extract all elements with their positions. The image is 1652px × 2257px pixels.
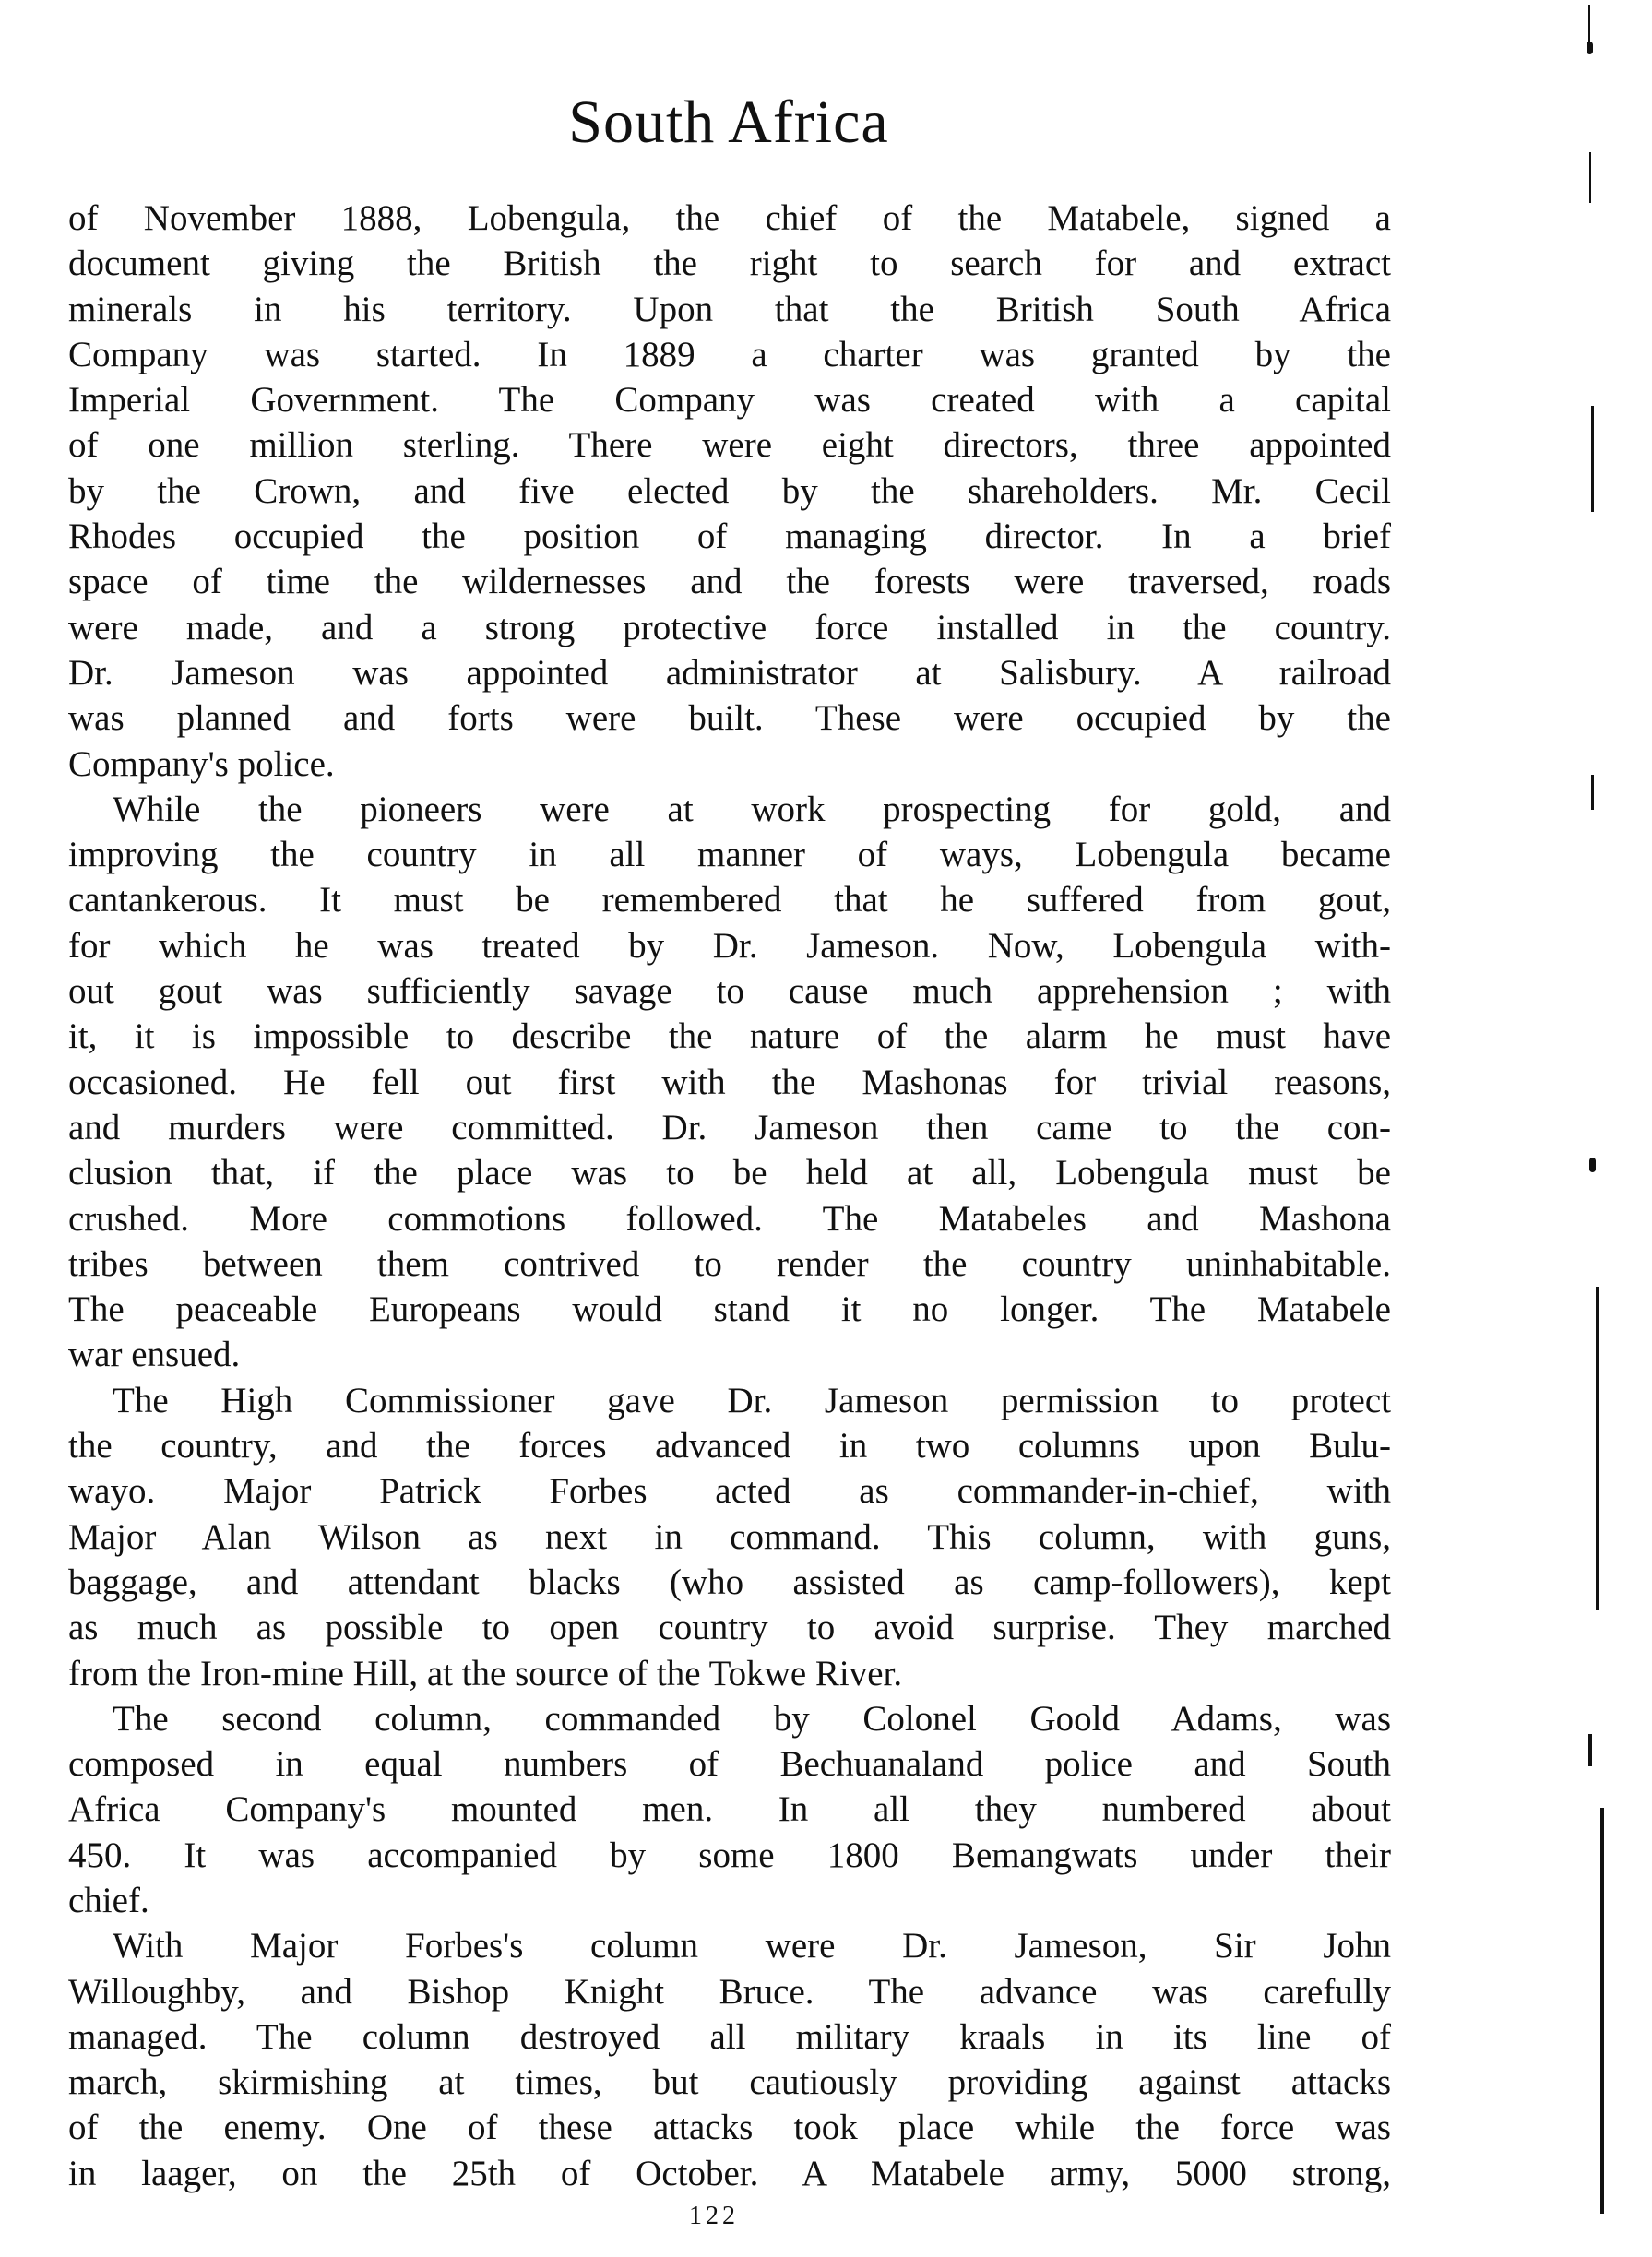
- scan-edge-dot: [1587, 42, 1593, 54]
- scan-edge-mark: [1596, 1287, 1599, 1610]
- page-number: 122: [689, 2202, 739, 2230]
- page-title: South Africa: [568, 89, 889, 156]
- text-line: it, it is impossible to describe the nature of the alarm he must have: [68, 1016, 1391, 1057]
- text-line: clusion that, if the place was to be held at all, Lobengula must be: [68, 1153, 1391, 1194]
- text-line: minerals in his territory. Upon that the British South Africa: [68, 289, 1391, 329]
- text-line: were made, and a strong protective force installed in the country.: [68, 607, 1391, 647]
- scan-edge-mark: [1591, 775, 1594, 810]
- text-line: improving the country in all manner of ways, Lobengula became: [68, 835, 1391, 875]
- text-line: and murders were committed. Dr. Jameson then came to the con-: [68, 1107, 1391, 1147]
- text-line: for which he was treated by Dr. Jameson. Now, Lobengula with-: [68, 925, 1391, 966]
- text-line: document giving the British the right to search for and extract: [68, 244, 1391, 284]
- scan-edge-mark: [1588, 5, 1590, 42]
- text-line: war ensued.: [68, 1335, 241, 1375]
- text-line: of one million sterling. There were eight directors, three appointed: [68, 425, 1391, 466]
- text-line: baggage, and attendant blacks (who assisted as camp-followers), kept: [68, 1562, 1391, 1602]
- text-line: 450. It was accompanied by some 1800 Bemangwats under their: [68, 1835, 1391, 1875]
- text-line: Imperial Government. The Company was created with a capital: [68, 380, 1391, 421]
- text-line: cantankerous. It must be remembered that he suffered from gout,: [68, 880, 1391, 921]
- text-line: in laager, on the 25th of October. A Matabele army, 5000 strong,: [68, 2153, 1391, 2193]
- text-line: managed. The column destroyed all military kraals in its line of: [68, 2016, 1391, 2057]
- text-line: wayo. Major Patrick Forbes acted as commander-in-chief, with: [68, 1471, 1391, 1512]
- text-line: out gout was sufficiently savage to cause much apprehension ; with: [68, 971, 1391, 1012]
- text-line: Willoughby, and Bishop Knight Bruce. The advance was carefully: [68, 1971, 1391, 2012]
- text-line: crushed. More commotions followed. The Matabeles and Mashona: [68, 1198, 1391, 1239]
- text-line: march, skirmishing at times, but cautiously providing against attacks: [68, 2062, 1391, 2103]
- scan-edge-mark: [1600, 1808, 1604, 2214]
- text-line: Africa Company's mounted men. In all they numbered about: [68, 1789, 1391, 1830]
- body-text: [68, 196, 1391, 2196]
- text-line: With Major Forbes's column were Dr. Jameson, Sir John: [113, 1926, 1391, 1966]
- text-line: composed in equal numbers of Bechuanaland police and South: [68, 1744, 1391, 1785]
- text-line: from the Iron-mine Hill, at the source of the Tokwe River.: [68, 1653, 903, 1693]
- text-line: space of time the wildernesses and the forests were traversed, roads: [68, 562, 1391, 602]
- text-line: as much as possible to open country to avoid surprise. They marched: [68, 1608, 1391, 1648]
- text-line: The peaceable Europeans would stand it no longer. The Matabele: [68, 1289, 1391, 1330]
- text-line: Dr. Jameson was appointed administrator at Salisbury. A railroad: [68, 652, 1391, 693]
- text-line: the country, and the forces advanced in two columns upon Bulu-: [68, 1426, 1391, 1467]
- text-line: Major Alan Wilson as next in command. This column, with guns,: [68, 1516, 1391, 1557]
- text-line: tribes between them contrived to render the country uninhabitable.: [68, 1243, 1391, 1284]
- text-line: was planned and forts were built. These were occupied by the: [68, 698, 1391, 739]
- text-line: The second column, commanded by Colonel Goold Adams, was: [113, 1698, 1391, 1739]
- text-line: chief.: [68, 1880, 149, 1920]
- text-line: Company was started. In 1889 a charter was granted by the: [68, 334, 1391, 374]
- text-line: While the pioneers were at work prospecting for gold, and: [113, 789, 1391, 829]
- text-line: The High Commissioner gave Dr. Jameson permission to protect: [113, 1380, 1391, 1420]
- text-line: Rhodes occupied the position of managing director. In a brief: [68, 517, 1391, 557]
- scan-edge-mark: [1591, 406, 1594, 512]
- text-line: of November 1888, Lobengula, the chief of the Matabele, signed a: [68, 198, 1391, 238]
- scan-edge-mark: [1589, 152, 1591, 203]
- scan-edge-dot: [1589, 1158, 1596, 1172]
- text-line: of the enemy. One of these attacks took place while the force was: [68, 2108, 1391, 2148]
- text-line: by the Crown, and five elected by the shareholders. Mr. Cecil: [68, 470, 1391, 511]
- text-line: occasioned. He fell out first with the Mashonas for trivial reasons,: [68, 1062, 1391, 1102]
- text-line: Company's police.: [68, 743, 335, 784]
- scan-edge-mark: [1588, 1734, 1592, 1766]
